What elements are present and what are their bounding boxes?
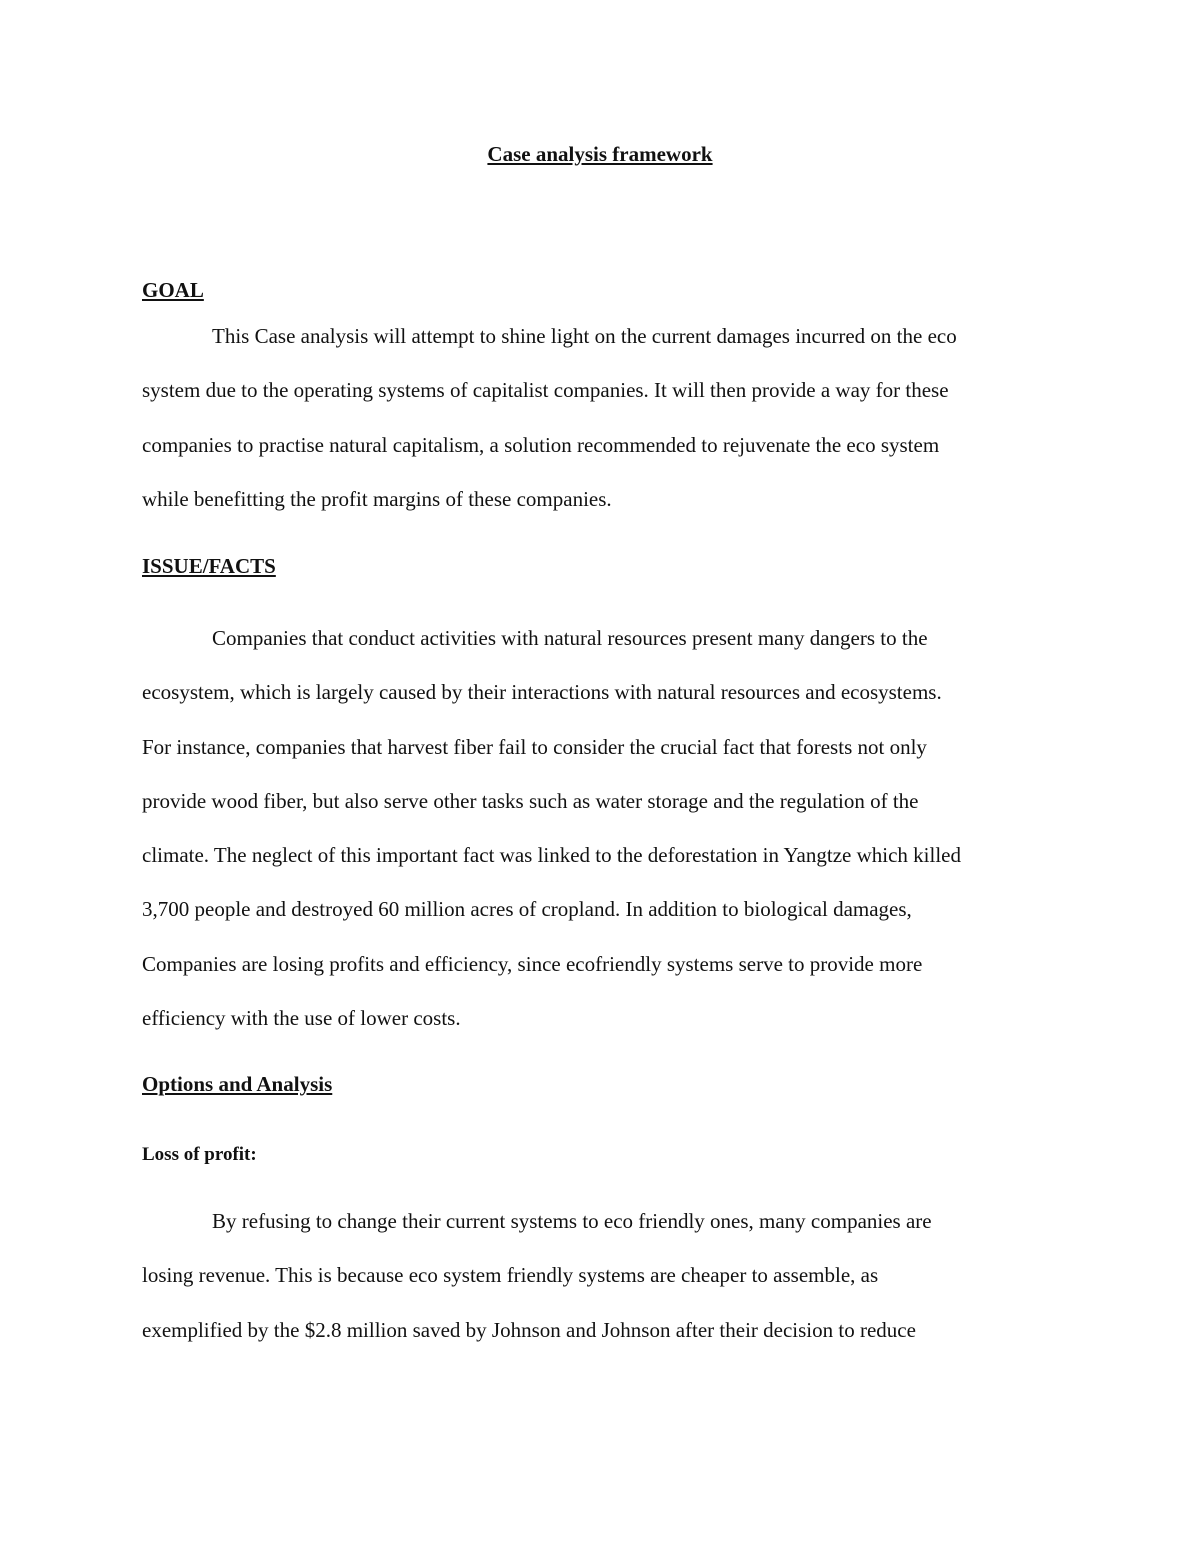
options-line: By refusing to change their current systems to eco friendly ones, many companies are bbox=[212, 1209, 932, 1233]
issue-line: Companies that conduct activities with natural resources present many dangers to the bbox=[212, 626, 928, 650]
goal-line: companies to practise natural capitalism, a solution recommended to rejuvenate the eco system bbox=[142, 432, 940, 457]
issue-facts-heading: ISSUE/FACTS bbox=[142, 554, 276, 578]
options-analysis-heading: Options and Analysis bbox=[142, 1072, 333, 1096]
options-line: exemplified by the $2.8 million saved by Johnson and Johnson after their decision to reduce bbox=[142, 1317, 916, 1342]
goal-heading: GOAL bbox=[142, 278, 204, 302]
issue-line: For instance, companies that harvest fiber fail to consider the crucial fact that forests not only bbox=[142, 734, 927, 759]
issue-line: ecosystem, which is largely caused by their interactions with natural resources and ecosystems. bbox=[142, 680, 942, 705]
loss-of-profit-paragraph bbox=[142, 1194, 1062, 1357]
options-line: losing revenue. This is because eco system friendly systems are cheaper to assemble, as bbox=[142, 1263, 879, 1288]
issue-line: climate. The neglect of this important fact was linked to the deforestation in Yangtze which killed bbox=[142, 843, 961, 868]
issue-line: 3,700 people and destroyed 60 million acres of cropland. In addition to biological damages, bbox=[142, 897, 912, 922]
issue-line: efficiency with the use of lower costs. bbox=[142, 1006, 461, 1031]
goal-line: system due to the operating systems of capitalist companies. It will then provide a way for these bbox=[142, 378, 949, 403]
issue-line: provide wood fiber, but also serve other tasks such as water storage and the regulation of the bbox=[142, 788, 919, 813]
issue-facts-paragraph bbox=[142, 611, 1062, 1045]
goal-paragraph bbox=[142, 309, 1062, 526]
document-title: Case analysis framework bbox=[487, 142, 713, 166]
goal-line: while benefitting the profit margins of these companies. bbox=[142, 486, 612, 511]
goal-line: This Case analysis will attempt to shine light on the current damages incurred on the eco bbox=[212, 324, 957, 348]
issue-line: Companies are losing profits and efficiency, since ecofriendly systems serve to provide more bbox=[142, 951, 923, 976]
loss-of-profit-subheading: Loss of profit: bbox=[142, 1144, 257, 1165]
